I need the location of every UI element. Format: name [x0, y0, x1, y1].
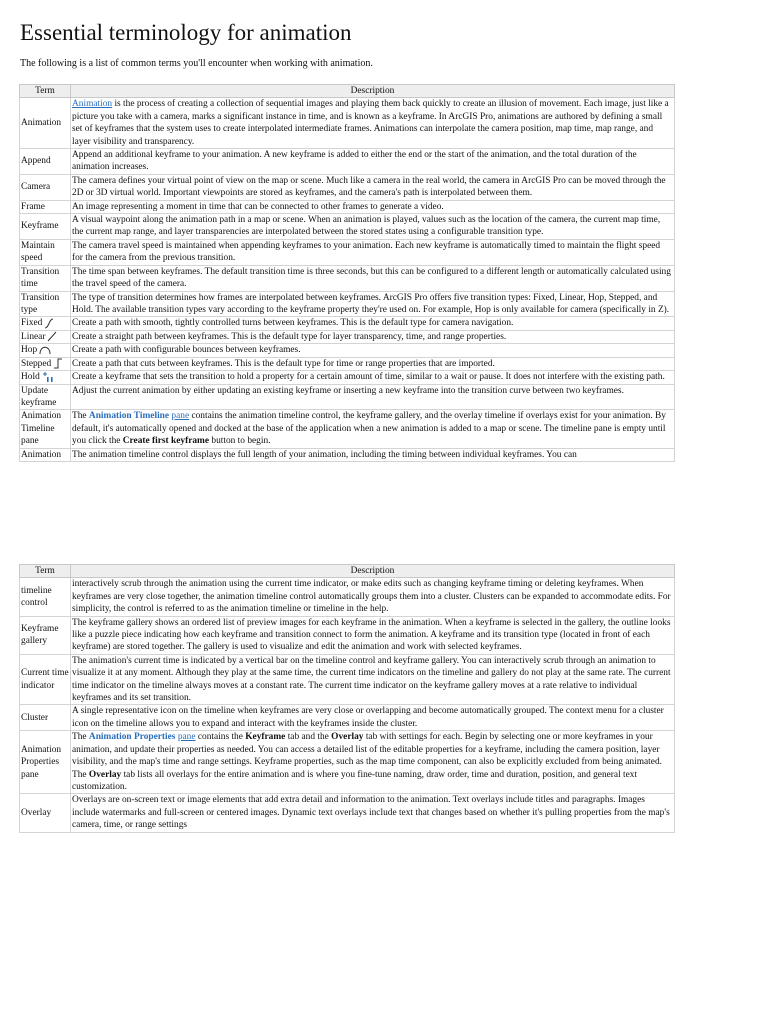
terminology-table-1: [19, 84, 675, 462]
table-row: [20, 344, 675, 357]
term-cell: Overlay: [20, 794, 71, 832]
description-cell: The animation's current time is indicated by a vertical bar on the timeline control and keyframe gallery. You can interactively scrub through an animation to visualize it at any moment. Although they play at the same time, the current time indicators on the timeline and gallery do not play at the same rate. The current time indicator on the timeline always moves at a constant rate. The current time indicator on the keyframe gallery moves at a rate relative to individual keyframes and its set transition.: [71, 654, 675, 705]
keyframe-tab-label: Keyframe: [245, 732, 286, 743]
animation-link[interactable]: Animation: [72, 99, 113, 110]
description-cell: Create a path that cuts between keyframes. This is the default type for time or range properties that are imported.: [71, 357, 675, 370]
table-row: [20, 291, 675, 317]
description-cell: Create a path with configurable bounces between keyframes.: [71, 344, 675, 357]
description-cell: Animation is the process of creating a collection of sequential images and playing them back quickly to create an illusion of movement. Each image, just like a picture you take with a camera, marks a significant instance in time, and is known as a keyframe. In ArcGIS Pro, animations are authored by defining a small set of keyframes that the system uses to create interpolated intermediate frames. Animations can interpolate the camera position, map time, map range, and layer visibility and transparency.: [71, 98, 675, 149]
description-cell: The Animation Properties pane contains the Keyframe tab and the Overlay tab with settings for each. Begin by selecting one or more keyframes in your animation, and update their properties as needed. You can access a detailed list of the editable properties for a keyframe, including the camera position, layer visibility, and the map's time and range settings. Keyframe properties, such as the map time component, can also be explicitly excluded from being animated. The Overlay tab lists all overlays for the entire animation and is where you fine-tune naming, draw order, time and duration, position, and general text customization.: [71, 731, 675, 794]
table-row: [20, 149, 675, 175]
description-cell: The keyframe gallery shows an ordered list of preview images for each keyframe in the animation. When a keyframe is selected in the gallery, the outline looks like a puzzle piece indicating how each keyframe and transition connect to form the animation. A keyframe and its transition type (located in front of each keyframe) are stored together. The gallery is used to visualize and edit the animation and work with selected keyframes.: [71, 616, 675, 654]
description-cell: The camera defines your virtual point of view on the map or scene. Much like a camera in the real world, the camera in ArcGIS Pro can be moved through the 2D or 3D virtual world. Important viewpoints are stored as keyframes, and the camera's path is interpolated between them.: [71, 174, 675, 200]
description-cell: Create a path with smooth, tightly controlled turns between keyframes. This is the default type for camera navigation.: [71, 317, 675, 330]
fixed-transition-icon: [44, 318, 54, 329]
table-row: [20, 384, 675, 410]
term-cell: Transition time: [20, 265, 71, 291]
ui-name-animation-properties: Animation Properties: [88, 732, 176, 743]
description-cell: Adjust the current animation by either updating an existing keyframe or inserting a new keyframe into the transition curve between two keyframes.: [71, 384, 675, 410]
description-cell: An image representing a moment in time that can be connected to other frames to generate a video.: [71, 200, 675, 213]
pane-link[interactable]: pane: [171, 411, 190, 422]
description-cell: Append an additional keyframe to your animation. A new keyframe is added to either the end or the start of the animation, and the total duration of the animation increases.: [71, 149, 675, 175]
term-cell: Current time indicator: [20, 654, 71, 705]
create-first-keyframe-label: Create first keyframe: [122, 436, 210, 447]
term-cell: Maintain speed: [20, 239, 71, 265]
term-cell: Cluster: [20, 705, 71, 731]
term-cell: Camera: [20, 174, 71, 200]
term-column-header: Term: [20, 565, 71, 578]
term-column-header: Term: [20, 85, 71, 98]
description-cell: A single representative icon on the timeline when keyframes are very close or overlapping and become automatically grouped. The context menu for a cluster icon on the timeline allows you to expand and interact with the keyframes inside the cluster.: [71, 705, 675, 731]
table-row: [20, 239, 675, 265]
term-cell: Stepped: [20, 357, 71, 370]
term-cell: Fixed: [20, 317, 71, 330]
stepped-transition-icon: [53, 358, 63, 369]
term-cell: Transition type: [20, 291, 71, 317]
term-cell: Animation Properties pane: [20, 731, 71, 794]
table-row: [20, 794, 675, 832]
table-row: [20, 370, 675, 384]
description-cell: The Animation Timeline pane contains the animation timeline control, the keyframe gallery, and the overlay timeline if overlays exist for your animation. By default, it's automatically opened and docked at the base of the application when a new animation is added to a map or scene. The timeline pane is empty until you click the Create first keyframe button to begin.: [71, 410, 675, 448]
term-cell: timeline control: [20, 578, 71, 616]
description-cell: The time span between keyframes. The default transition time is three seconds, but this can be configured to a different length or automatically calculated using the travel speed of the camera.: [71, 265, 675, 291]
term-cell: Linear: [20, 330, 71, 343]
table-row: [20, 317, 675, 330]
description-cell: Create a keyframe that sets the transition to hold a property for a certain amount of time, similar to a wait or pause. It does not interfere with the existing path.: [71, 370, 675, 384]
term-cell: Frame: [20, 200, 71, 213]
term-cell: Keyframe gallery: [20, 616, 71, 654]
table-row: [20, 616, 675, 654]
hold-transition-icon: [42, 371, 54, 383]
table-header-row: [20, 565, 675, 578]
table-row: [20, 214, 675, 240]
term-cell: Update keyframe: [20, 384, 71, 410]
table-row: [20, 705, 675, 731]
description-cell: The camera travel speed is maintained when appending keyframes to your animation. Each new keyframe is automatically timed to maintain the flight speed for the camera from the previous transition.: [71, 239, 675, 265]
table-row: [20, 357, 675, 370]
ui-name-animation-timeline: Animation Timeline: [88, 411, 170, 422]
description-cell: A visual waypoint along the animation path in a map or scene. When an animation is played, values such as the location of the camera, the current map time, the current map range, and layer transparencies are interpolated between the stored states using a configurable transition type.: [71, 214, 675, 240]
table-row: [20, 654, 675, 705]
table-row: [20, 410, 675, 448]
term-cell: Hold: [20, 370, 71, 384]
table-row: [20, 448, 675, 461]
description-column-header: Description: [71, 565, 675, 578]
description-cell: Overlays are on-screen text or image elements that add extra detail and information to the animation. Text overlays include titles and paragraphs. Images include watermarks and full-screen or centered images. Dynamic text overlays include text that changes based on whether it's pulling properties from the map's camera, time, or range settings: [71, 794, 675, 832]
description-cell: The animation timeline control displays the full length of your animation, including the timing between individual keyframes. You can: [71, 448, 675, 461]
term-cell: Animation: [20, 448, 71, 461]
table-header-row: [20, 85, 675, 98]
linear-transition-icon: [47, 331, 57, 342]
page-title: Essential terminology for animation: [20, 20, 352, 45]
intro-text: The following is a list of common terms you'll encounter when working with animation.: [20, 58, 373, 69]
overlay-tab-label: Overlay: [88, 769, 122, 780]
term-cell: Animation Timeline pane: [20, 410, 71, 448]
pane-link[interactable]: pane: [177, 732, 196, 743]
term-cell: Animation: [20, 98, 71, 149]
hop-transition-icon: [39, 344, 51, 355]
table-row: [20, 265, 675, 291]
table-row: [20, 731, 675, 794]
description-cell: Create a straight path between keyframes. This is the default type for layer transparency, time, and range properties.: [71, 330, 675, 343]
description-cell: interactively scrub through the animation using the current time indicator, or make edits such as changing keyframe timing or deleting keyframes. When keyframes are very close together, the animation timeline control automatically groups them into a cluster. Clusters can be expanded to accommodate edits. For simplicity, the control is referred to as the animation timeline or timeline in the help.: [71, 578, 675, 616]
term-cell: Keyframe: [20, 214, 71, 240]
term-cell: Append: [20, 149, 71, 175]
table-row: [20, 200, 675, 213]
table-row: [20, 330, 675, 343]
terminology-table-2: [19, 564, 675, 833]
term-cell: Hop: [20, 344, 71, 357]
table-row: [20, 98, 675, 149]
table-row: [20, 578, 675, 616]
overlay-tab-label: Overlay: [331, 732, 364, 743]
description-column-header: Description: [71, 85, 675, 98]
table-row: [20, 174, 675, 200]
description-cell: The type of transition determines how frames are interpolated between keyframes. ArcGIS Pro offers five transition types: Fixed, Linear, Hop, Stepped, and Hold. The available transition types vary according to the keyframe property they're used on. For example, Hop is only available for camera (specifically in Z).: [71, 291, 675, 317]
